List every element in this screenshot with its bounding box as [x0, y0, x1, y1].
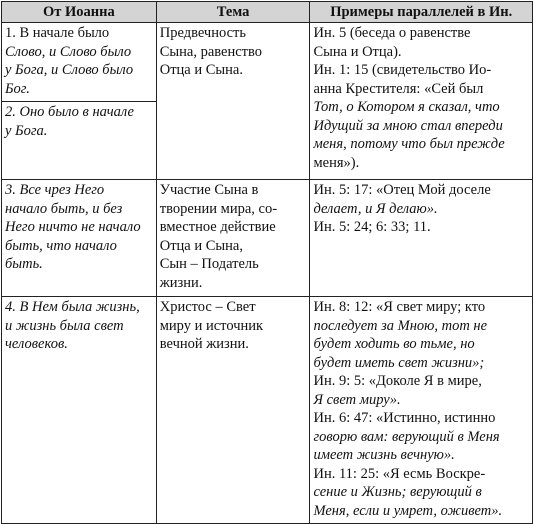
text-line: Тот, о Котором я сказал, что — [313, 99, 500, 115]
text-line: Ин. 6: 47: «Истинно, истинно — [313, 410, 496, 426]
cell-john-verse-4 — [2, 297, 157, 524]
text-line: 3. Все чрез Него — [5, 182, 105, 198]
text-line: имеет жизнь вечную». — [313, 447, 455, 463]
header-theme: Тема — [156, 2, 310, 23]
text-line: будет иметь свет жизни»; — [313, 354, 485, 371]
text-line: человеков. — [5, 336, 68, 352]
cell-parallels — [310, 297, 533, 524]
text-line: Сына, равенство — [159, 43, 263, 60]
text-line: у Бога, и Слово было — [5, 62, 134, 78]
text-line: Предвечность — [159, 25, 246, 41]
text-line: Сына и Отца). — [313, 43, 402, 60]
text-line: Ин. 1: 15 (свидетельство Ио- — [313, 62, 492, 78]
text-line: последует за Мною, тот не — [313, 317, 488, 334]
text-line: Ин. 8: 12: «Я свет миру; кто — [313, 299, 486, 315]
text-line: вместное действие — [159, 219, 276, 235]
text-line: быть. — [5, 256, 43, 272]
cell-john-verse-1 — [2, 23, 157, 102]
text-line: творении мира, со- — [159, 200, 278, 217]
text-line: сение и Жизнь; верующий в — [313, 484, 482, 500]
text-line: говорю вам: верующий в Меня — [313, 428, 500, 445]
text-line: делает, и Я делаю». — [313, 200, 438, 217]
text-line: Я свет миру». — [313, 391, 401, 408]
text-line: Него ничто не начало — [5, 219, 141, 235]
text-line: и жизнь была свет — [5, 317, 124, 334]
text-line: 4. В Нем была жизнь, — [5, 299, 140, 315]
text-line: Меня, если и умрет, оживет». — [313, 502, 503, 519]
text-line: Ин. 5: 17: «Отец Мой доселе — [313, 182, 491, 198]
text-line: 1. В начале было — [5, 25, 110, 41]
text-line: будет ходить во тьме, но — [313, 336, 475, 352]
text-line: Бог. — [5, 80, 30, 97]
text-line: Христос – Свет — [159, 299, 256, 315]
table-row — [2, 180, 533, 297]
text-line: меня»). — [313, 154, 360, 171]
cell-john-verse-3 — [2, 180, 157, 297]
text-line: Отца и Сына. — [159, 62, 243, 78]
header-row — [2, 2, 533, 23]
text-line: меня, потому что был прежде — [313, 136, 505, 152]
cell-theme — [156, 297, 310, 524]
text-line: Ин. 5 (беседа о равенстве — [313, 25, 471, 41]
text-line: вечной жизни. — [159, 336, 249, 352]
text-line: начало быть, и без — [5, 200, 123, 217]
text-line: жизни. — [159, 274, 203, 291]
parallels-table — [1, 1, 533, 524]
cell-parallels — [310, 180, 533, 297]
table-row — [2, 297, 533, 524]
header-parallels: Примеры параллелей в Ин. — [310, 2, 533, 23]
text-line: Ин. 5: 24; 6: 33; 11. — [313, 219, 431, 235]
text-line: Идущий за мною стал впереди — [313, 117, 503, 134]
text-line: у Бога. — [5, 122, 48, 139]
text-line: Ин. 9: 5: «Доколе Я в мире, — [313, 373, 482, 389]
header-john: От Иоанна — [2, 2, 157, 23]
text-line: 2. Оно было в начале — [5, 104, 134, 120]
text-line: Сын – Податель — [159, 256, 259, 272]
text-line: миру и источник — [159, 317, 264, 334]
table-row — [2, 23, 533, 102]
text-line: анна Крестителя: «Сей был — [313, 80, 484, 97]
cell-theme — [156, 180, 310, 297]
text-line: Участие Сына в — [159, 182, 259, 198]
text-line: быть, что начало — [5, 237, 117, 254]
text-line: Отца и Сына, — [159, 237, 243, 254]
cell-john-verse-2 — [2, 102, 157, 180]
text-line: Ин. 11: 25: «Я есмь Воскре- — [313, 465, 486, 482]
cell-parallels — [310, 23, 533, 180]
cell-theme — [156, 23, 310, 180]
text-line: Слово, и Слово было — [5, 43, 132, 60]
